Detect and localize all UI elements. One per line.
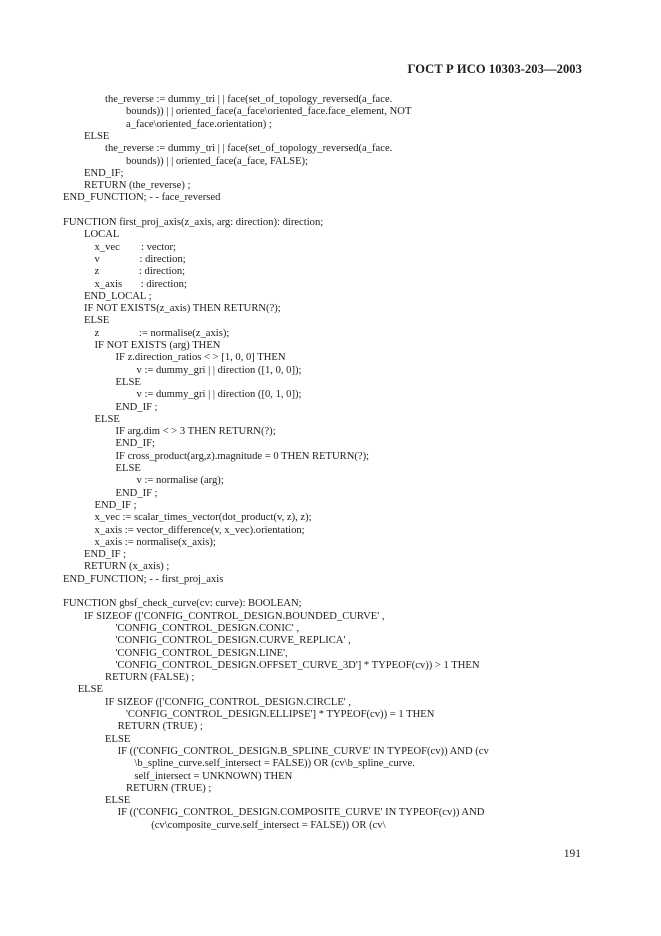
code-line: END_IF ; [84,549,127,561]
code-line: \b_spline_curve.self_intersect = FALSE)) OR (cv\b_spline_curve. [134,758,415,770]
code-line: v := dummy_gri | | direction ([1, 0, 0]); [136,364,302,376]
code-line: ELSE [84,130,110,142]
code-line: IF cross_product(arg,z).magnitude = 0 THEN RETURN(?); [115,450,370,462]
code-line: FUNCTION first_proj_axis(z_axis, arg: direction): direction; [63,217,324,228]
code-line: x_axis := vector_difference(v, x_vec).orientation; [94,524,305,536]
code-line: ELSE [105,795,131,807]
code-line: bounds)) | | oriented_face(a_face\oriented_face.face_element, NOT [126,106,412,118]
code-line: IF SIZEOF (['CONFIG_CONTROL_DESIGN.BOUNDED_CURVE' , [84,610,385,622]
code-line: ELSE [77,684,103,696]
code-line: 'CONFIG_CONTROL_DESIGN.CURVE_REPLICA' , [115,635,351,647]
code-line: LOCAL [84,229,120,241]
code-line: a_face\oriented_face.orientation) ; [126,118,272,130]
code-line: the_reverse := dummy_tri | | face(set_of_topology_reversed(a_face. [105,143,393,155]
code-line: bounds)) | | oriented_face(a_face, FALSE); [126,155,309,167]
code-line: 'CONFIG_CONTROL_DESIGN.CONIC' , [115,622,300,634]
code-line: self_intersect = UNKNOWN) THEN [134,770,293,782]
code-line: v := normalise (arg); [136,475,224,487]
code-line: IF (('CONFIG_CONTROL_DESIGN.COMPOSITE_CURVE' IN TYPEOF(cv)) AND [117,807,485,819]
code-line: ELSE [115,463,141,474]
code-line: IF z.direction_ratios < > [1, 0, 0] THEN [115,352,286,364]
code-line: (cv\composite_curve.self_intersect = FALSE)) OR (cv\ [151,819,386,831]
code-line: IF arg.dim < > 3 THEN RETURN(?); [115,426,276,438]
code-line: END_IF; [84,167,124,179]
code-line: END_IF ; [115,401,158,413]
code-line: the_reverse := dummy_tri | | face(set_of_topology_reversed(a_face. [105,94,393,105]
code-line: RETURN (x_axis) ; [84,561,170,573]
code-line: ELSE [105,733,131,745]
code-line: x_vec : vector; [94,241,176,253]
code-line: 'CONFIG_CONTROL_DESIGN.LINE', [115,647,288,659]
code-line: IF NOT EXISTS (arg) THEN [94,340,221,351]
code-line: RETURN (TRUE) ; [126,782,212,794]
code-line: ELSE [115,376,141,388]
code-line: IF SIZEOF (['CONFIG_CONTROL_DESIGN.CIRCLE' , [105,696,352,708]
code-line: v := dummy_gri | | direction ([0, 1, 0]); [136,389,302,401]
code-line: x_vec := scalar_times_vector(dot_product(v, z), z); [94,512,312,524]
code-line: x_axis := normalise(x_axis); [94,536,216,548]
code-line: RETURN (TRUE) ; [117,721,203,733]
document-header: ГОСТ Р ИСО 10303-203—2003 [407,62,582,76]
code-line: IF NOT EXISTS(z_axis) THEN RETURN(?); [84,303,281,315]
code-line: 'CONFIG_CONTROL_DESIGN.ELLIPSE'] * TYPEOF(cv)) = 1 THEN [126,709,435,720]
code-line: IF (('CONFIG_CONTROL_DESIGN.B_SPLINE_CURVE' IN TYPEOF(cv)) AND (cv [117,745,489,757]
code-line: x_axis : direction; [94,278,187,290]
code-line: RETURN (the_reverse) ; [84,180,191,192]
code-line: RETURN (FALSE) ; [105,672,195,684]
code-line: ELSE [84,315,110,327]
code-line: 'CONFIG_CONTROL_DESIGN.OFFSET_CURVE_3D'] * TYPEOF(cv)) > 1 THEN [115,659,480,671]
code-line: ELSE [94,413,120,425]
code-line: END_FUNCTION; - - first_proj_axis [63,573,224,585]
code-line: v : direction; [94,253,186,265]
code-line: END_IF; [115,438,155,450]
code-line: z := normalise(z_axis); [94,327,230,339]
code-line: END_IF ; [115,487,158,499]
code-line: END_LOCAL ; [84,290,152,302]
code-line: END_FUNCTION; - - face_reversed [63,192,221,204]
page-number: 191 [563,848,581,860]
code-line: z : direction; [94,266,186,278]
code-line: FUNCTION gbsf_check_curve(cv: curve): BOOLEAN; [63,598,302,610]
code-line: END_IF ; [94,499,137,511]
